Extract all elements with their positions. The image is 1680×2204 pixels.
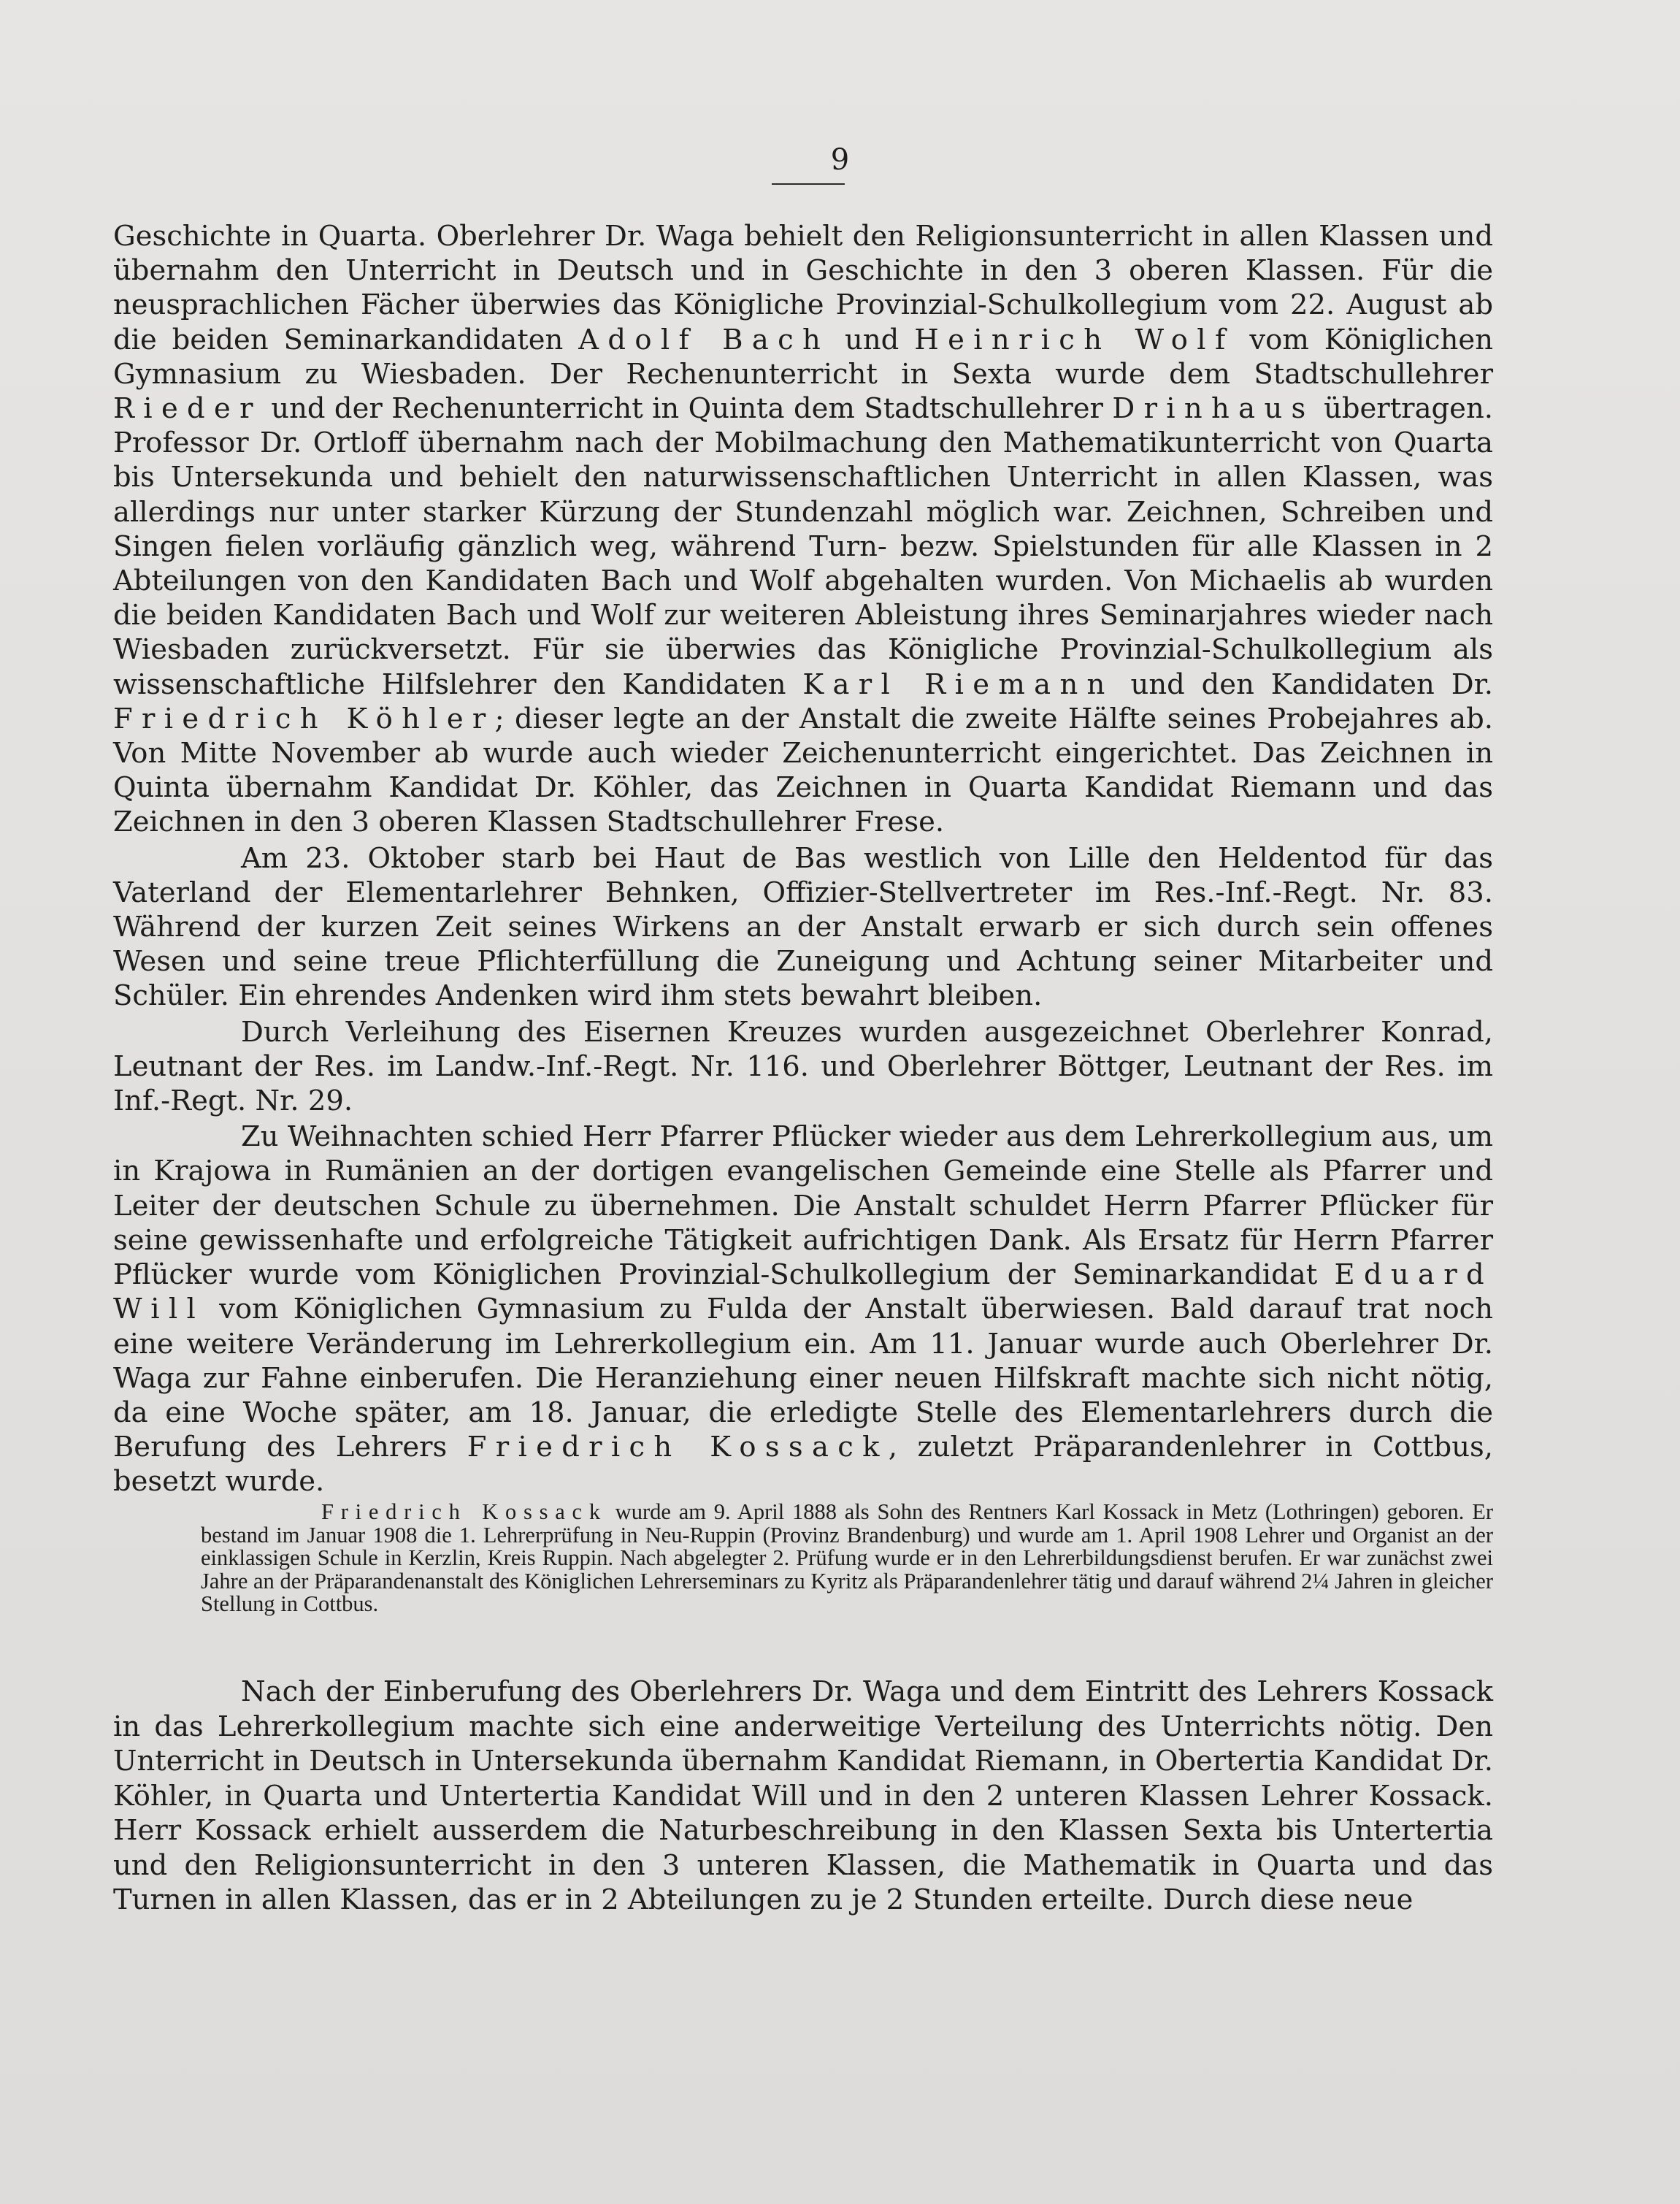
paragraph-staffing: Geschichte in Quarta. Oberlehrer Dr. Waga behielt den Religionsunterricht in allen Klassen und übernahm den Unterricht in Deutsch und in Geschichte in den 3 oberen Klassen. Für die neusprachlichen Fächer überwies das Königliche Provinzial-Schulkollegium vom 22. August ab die beiden Seminarkandidaten Adolf Bach und Heinrich Wolf vom Königlichen Gymnasium zu Wiesbaden. Der Rechenunterricht in Sexta wurde dem Stadtschullehrer Rieder und der Rechenunterricht in Quinta dem Stadtschullehrer Drinhaus übertragen. Professor Dr. Ortloff übernahm nach der Mobilmachung den Mathematikunterricht von Quarta bis Untersekunda und behielt den naturwissenschaftlichen Unterricht in allen Klassen, was allerdings nur unter starker Kürzung der Stundenzahl möglich war. Zeichnen, Schreiben und Singen fielen vorläufig gänzlich weg, während Turn- bezw. Spielstunden für alle Klassen in 2 Abteilungen von den Kandidaten Bach und Wolf abgehalten wurden. Von Michaelis ab wurden die beiden Kandidaten Bach und Wolf zur weiteren Ableistung ihres Seminarjahres wieder nach Wiesbaden zurückversetzt. Für sie überwies das Königliche Provinzial-Schulkollegium als wissenschaftliche Hilfslehrer den Kandidaten Karl Riemann und den Kandidaten Dr. Friedrich Köhler; dieser legte an der Anstalt die zweite Hälfte seines Probejahres ab. Von Mitte November ab wurde auch wieder Zeichenunterricht eingerichtet. Das Zeichnen in Quinta übernahm Kandidat Dr. Köhler, das Zeichnen in Quarta Kandidat Riemann und das Zeichnen in den 3 oberen Klassen Stadtschullehrer Frese. <box>113 220 1494 839</box>
main-text-continued <box>113 1675 1493 1918</box>
spaced-name: Friedrich Kossack <box>467 1431 889 1464</box>
spaced-name: Rieder <box>113 392 262 426</box>
main-text <box>113 219 1493 1499</box>
page-number: 9 <box>830 143 850 177</box>
spaced-name: Adolf Bach <box>578 323 830 356</box>
page-number-rule <box>772 183 845 185</box>
spaced-name: Eduard Will <box>113 1258 1493 1326</box>
spaced-name: Heinrich Wolf <box>914 323 1235 356</box>
paragraph-obituary: Am 23. Oktober starb bei Haut de Bas westlich von Lille den Heldentod für das Vaterland der Elementarlehrer Behnken, Offizier-Stellvertreter im Res.-Inf.-Regt. Nr. 83. Während der kurzen Zeit seines Wirkens an der Anstalt erwarb er sich durch sein offenes Wesen und seine treue Pflichterfüllung die Zuneigung und Achtung seiner Mitarbeiter und Schüler. Ein ehrendes Andenken wird ihm stets bewahrt bleiben. <box>113 841 1493 1013</box>
spaced-name: Friedrich Köhler <box>113 702 495 735</box>
note-paragraph: Friedrich Kossack wurde am 9. April 1888 als Sohn des Rentners Karl Kossack in Metz (Lothringen) geboren. Er bestand im Januar 1908 die 1. Lehrerprüfung in Neu-Ruppin (Provinz Brandenburg) und wurde am 1. April 1908 Lehrer und Organist an der einklassigen Schule in Kerzlin, Kreis Ruppin. Nach abgelegter 2. Prüfung wurde er in den Lehrerbildungsdienst berufen. Er war zunächst zwei Jahre an der Präparandenanstalt des Königlichen Lehrerseminars zu Kyritz als Präparandenlehrer tätig und darauf während 2¼ Jahren in gleicher Stellung in Cottbus. <box>201 1499 1493 1616</box>
paragraph-staff-changes: Zu Weihnachten schied Herr Pfarrer Pflücker wieder aus dem Lehrerkollegium aus, um in Krajowa in Rumänien an der dortigen evangelischen Gemeinde eine Stelle als Pfarrer und Leiter der deutschen Schule zu übernehmen. Die Anstalt schuldet Herrn Pfarrer Pflücker für seine gewissenhafte und erfolgreiche Tätigkeit aufrichtigen Dank. Als Ersatz für Herrn Pfarrer Pflücker wurde vom Königlichen Provinzial-Schulkollegium der Seminarkandidat Eduard Will vom Königlichen Gymnasium zu Fulda der Anstalt überwiesen. Bald darauf trat noch eine weitere Veränderung im Lehrerkollegium ein. Am 11. Januar wurde auch Oberlehrer Dr. Waga zur Fahne einberufen. Die Heranziehung einer neuen Hilfskraft machte sich nicht nötig, da eine Woche später, am 18. Januar, die erledigte Stelle des Elementarlehrers durch die Berufung des Lehrers Friedrich Kossack, zuletzt Präparandenlehrer in Cottbus, besetzt wurde. <box>113 1120 1493 1499</box>
biographical-note <box>201 1501 1493 1616</box>
paragraph-iron-cross: Durch Verleihung des Eisernen Kreuzes wurden ausgezeichnet Oberlehrer Konrad, Leutnant der Res. im Landw.-Inf.-Regt. Nr. 116. und Oberlehrer Böttger, Leutnant der Res. im Inf.-Regt. Nr. 29. <box>113 1015 1493 1118</box>
spaced-name: Friedrich Kossack <box>321 1499 607 1524</box>
spaced-name: Karl Riemann <box>802 667 1114 701</box>
spaced-name: Drinhaus <box>1112 392 1315 426</box>
paragraph-redistribution: Nach der Einberufung des Oberlehrers Dr. Waga und dem Eintritt des Lehrers Kossack in das Lehrerkollegium machte sich eine anderweitige Verteilung des Unterrichts nötig. Den Unterricht in Deutsch in Untersekunda übernahm Kandidat Riemann, in Obertertia Kandidat Dr. Köhler, in Quarta und Untertertia Kandidat Will und in den 2 unteren Klassen Lehrer Kossack. Herr Kossack erhielt ausserdem die Naturbeschreibung in den Klassen Sexta bis Untertertia und den Religionsunterricht in den 3 unteren Klassen, die Mathematik in Quarta und das Turnen in allen Klassen, das er in 2 Abteilungen zu je 2 Stunden erteilte. Durch diese neue <box>113 1675 1493 1916</box>
